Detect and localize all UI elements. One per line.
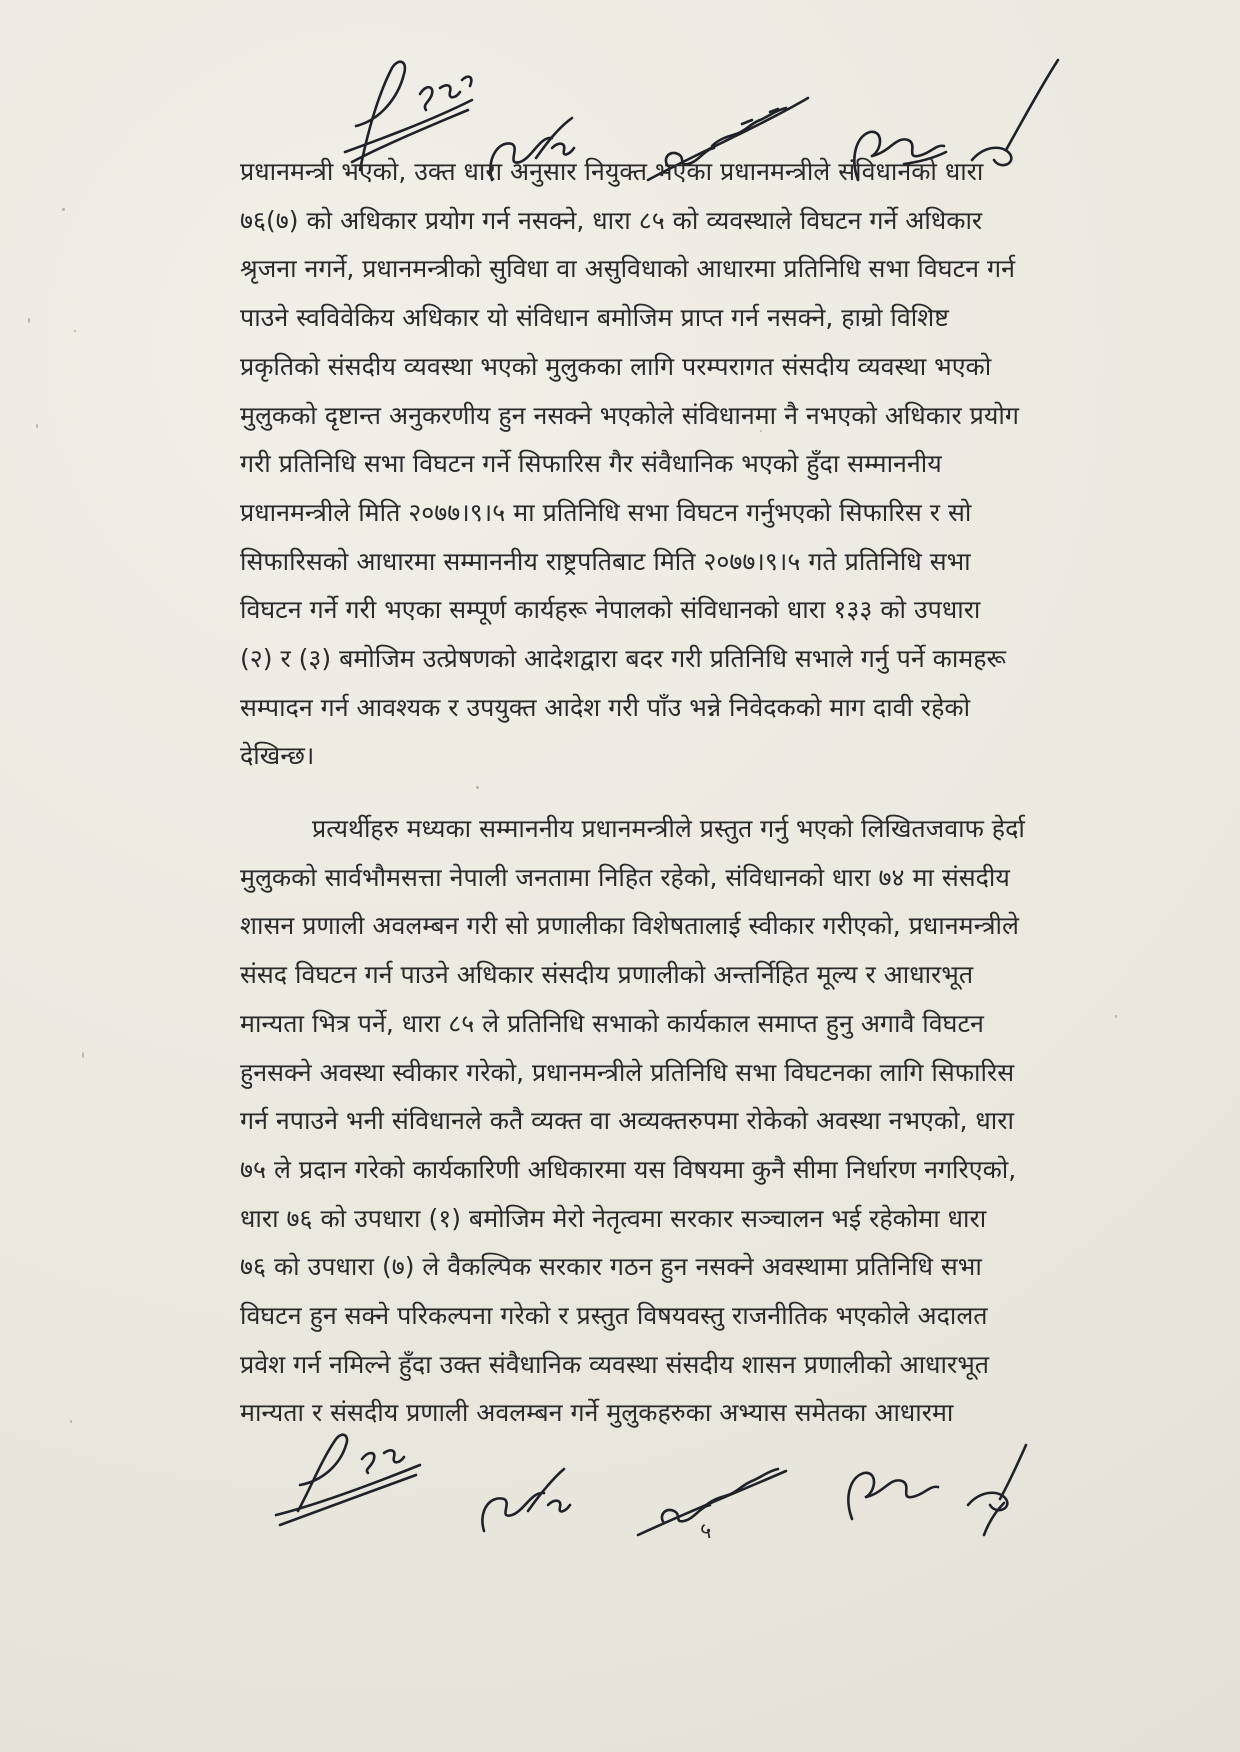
paper-speck [82,1052,84,1058]
paper-speck [28,318,30,323]
signature-2-bottom [482,1469,570,1531]
bottom-signatures [0,1415,1240,1565]
paper-speck [476,786,479,789]
page-number: ५ [700,1519,712,1544]
signature-5-bottom [968,1445,1026,1535]
paragraph-2-text: प्रत्यर्थीहरु मध्यका सम्माननीय प्रधानमन्त्रीले प्रस्तुत गर्नु भएको लिखितजवाफ हेर्दा मुलुकको सार्वभौमसत्ता नेपाली जनतामा निहित रहेको, संविधानको धारा ७४ मा संसदीय शासन प्रणाली अवलम्बन गरी सो प्रणालीका विशेषतालाई स्वीकार गरीएको, प्रधानमन्त्रीले संसद विघटन गर्न पाउने अधिकार संसदीय प्रणालीको अन्तर्निहित मूल्य र आधारभूत मान्यता भित्र पर्ने, धारा ८५ ले प्रतिनिधि सभाको कार्यकाल समाप्त हुनु अगावै विघटन हुनसक्ने अवस्था स्वीकार गरेको, प्रधानमन्त्रीले प्रतिनिधि सभा विघटनका लागि सिफारिस गर्न नपाउने भनी संविधानले कतै व्यक्त वा अव्यक्तरुपमा रोकेको अवस्था नभएको, धारा ७५ ले प्रदान गरेको कार्यकारिणी अधिकारमा यस विषयमा कुनै सीमा निर्धारण नगरिएको, धारा ७६ को उपधारा (१) बमोजिम मेरो नेतृत्वमा सरकार सञ्चालन भई रहेकोमा धारा ७६ को उपधारा (७) ले वैकल्पिक सरकार गठन हुन नसक्ने अवस्थामा प्रतिनिधि सभा विघटन हुन सक्ने परिकल्पना गरेको र प्रस्तुत विषयवस्तु राजनीतिक भएकोले अदालत प्रवेश गर्न नमिल्ने हुँदा उक्त संवैधानिक व्यवस्था संसदीय शासन प्रणालीको आधारभूत मान्यता र संसदीय प्रणाली अवलम्बन गर्ने मुलुकहरुका अभ्यास समेतका आधारमा [240,814,1025,1428]
paragraph-1 [240,148,1184,781]
paper-speck [36,424,38,428]
paper-speck [62,208,65,211]
signature-4-bottom [848,1473,938,1519]
paper-speck [74,330,76,332]
signature-drawings-bottom [0,1415,1240,1565]
paragraph-2 [240,805,1184,1438]
signature-3-bottom [638,1469,786,1535]
signature-1-bottom [276,1435,420,1525]
paragraph-1-text: प्रधानमन्त्री भएको, उक्त धारा अनुसार नियुक्त भएका प्रधानमन्त्रीले संविधानको धारा ७६(७) को अधिकार प्रयोग गर्न नसक्ने, धारा ८५ को व्यवस्थाले विघटन गर्ने अधिकार श्रृजना नगर्ने, प्रधानमन्त्रीको सुविधा वा असुविधाको आधारमा प्रतिनिधि सभा विघटन गर्न पाउने स्वविवेकिय अधिकार यो संविधान बमोजिम प्राप्त गर्न नसक्ने, हाम्रो विशिष्ट प्रकृतिको संसदीय व्यवस्था भएको मुलुकका लागि परम्परागत संसदीय व्यवस्था भएको मुलुकको दृष्टान्त अनुकरणीय हुन नसक्ने भएकोले संविधानमा नै नभएको अधिकार प्रयोग गरी प्रतिनिधि सभा विघटन गर्ने सिफारिस गैर संवैधानिक भएको हुँदा सम्माननीय प्रधानमन्त्रीले मिति २०७७।९।५ मा प्रतिनिधि सभा विघटन गर्नुभएको सिफारिस र सो सिफारिसको आधारमा सम्माननीय राष्ट्रपतिबाट मिति २०७७।९।५ गते प्रतिनिधि सभा विघटन गर्ने गरी भएका सम्पूर्ण कार्यहरू नेपालको संविधानको धारा १३३ को उपधारा (२) र (३) बमोजिम उत्प्रेषणको आदेशद्वारा बदर गरी प्रतिनिधि सभाले गर्नु पर्ने कामहरू सम्पादन गर्न आवश्यक र उपयुक्त आदेश गरी पाँउ भन्ने निवेदकको माग दावी रहेको देखिन्छ। [240,157,1019,771]
